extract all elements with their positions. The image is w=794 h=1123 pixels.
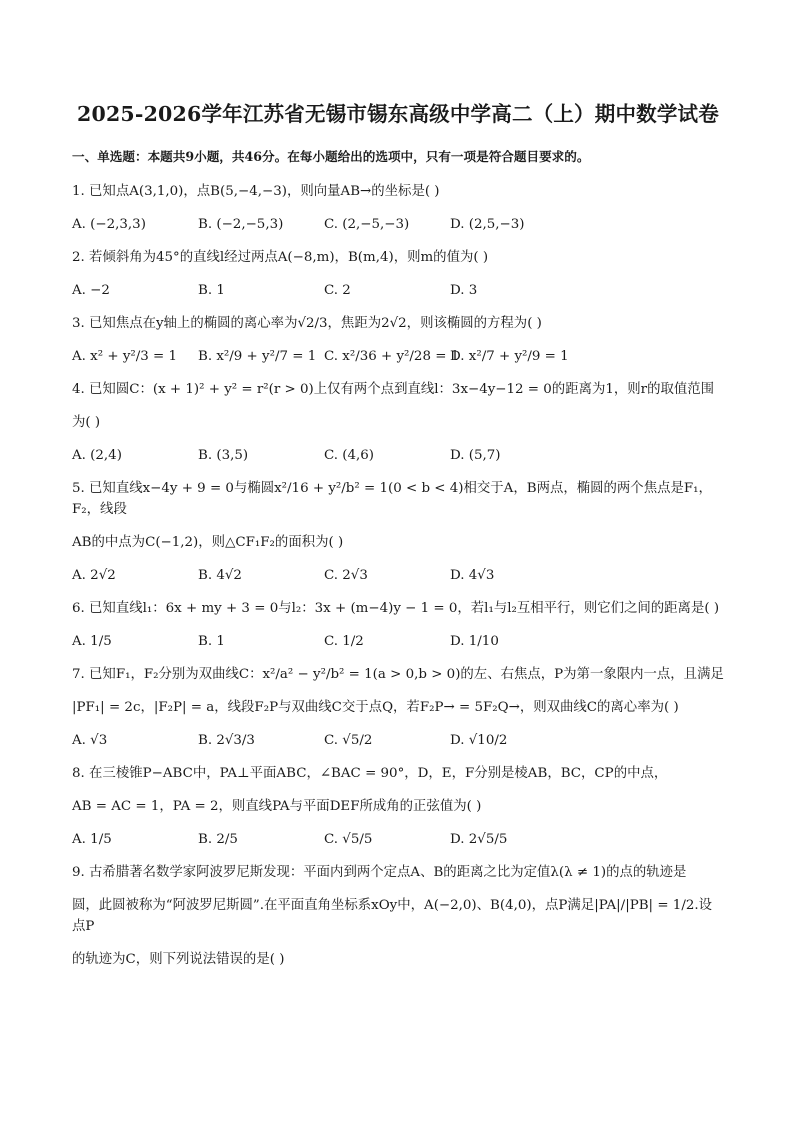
option-c: C. (2,−5,−3) xyxy=(324,217,410,232)
option-b: B. 2√3/3 xyxy=(198,733,255,748)
option-b: B. (3,5) xyxy=(198,448,249,463)
option-a: A. (2,4) xyxy=(72,448,122,463)
options-row xyxy=(72,730,724,751)
option-b: B. (−2,−5,3) xyxy=(198,217,284,232)
option-d: D. (5,7) xyxy=(450,448,501,463)
question-2 xyxy=(72,247,724,301)
stem-line-1: 8. 在三棱锥P−ABC中，PA⊥平面ABC，∠BAC = 90°，D，E，F分别是棱AB，BC，CP的中点， xyxy=(72,766,668,781)
option-a: A. 2√2 xyxy=(72,568,116,583)
page-title: 2025-2026学年江苏省无锡市锡东高级中学高二（上）期中数学试卷 xyxy=(77,102,719,126)
question-3 xyxy=(72,313,724,367)
options-row xyxy=(72,214,724,235)
options-row xyxy=(72,565,724,586)
option-d: D. 4√3 xyxy=(450,568,495,583)
section-heading: 一、单选题：本题共9小题，共46分。在每小题给出的选项中，只有一项是符合题目要求的。 xyxy=(72,149,590,164)
stem-line-3: 的轨迹为C，则下列说法错误的是( ) xyxy=(72,952,285,967)
option-a: A. 1/5 xyxy=(72,634,112,649)
question-stem xyxy=(72,379,724,433)
option-d: D. x²/7 + y²/9 = 1 xyxy=(450,349,569,364)
question-4 xyxy=(72,379,724,466)
option-c: C. (4,6) xyxy=(324,448,375,463)
options-row xyxy=(72,445,724,466)
option-d: D. (2,5,−3) xyxy=(450,217,525,232)
question-6 xyxy=(72,598,724,652)
stem-line-2: |PF₁| = 2c，|F₂P| = a，线段F₂P与双曲线C交于点Q，若F₂P→ = 5F₂Q→，则双曲线C的离心率为( ) xyxy=(72,700,679,715)
option-b: B. 1 xyxy=(198,634,225,649)
question-stem xyxy=(72,478,724,553)
stem-line-2: 圆，此圆被称为“阿波罗尼斯圆”.在平面直角坐标系xOy中，A(−2,0)、B(4,0)，点P满足|PA|/|PB| = 1/2.设点P xyxy=(72,898,712,934)
option-d: D. 1/10 xyxy=(450,634,499,649)
option-b: B. x²/9 + y²/7 = 1 xyxy=(198,349,317,364)
question-stem: 6. 已知直线l₁：6x + my + 3 = 0与l₂：3x + (m−4)y − 1 = 0，若l₁与l₂互相平行，则它们之间的距离是( ) xyxy=(72,601,720,616)
option-d: D. 2√5/5 xyxy=(450,832,508,847)
question-7 xyxy=(72,664,724,751)
question-stem: 1. 已知点A(3,1,0)，点B(5,−4,−3)，则向量AB→的坐标是( ) xyxy=(72,184,440,199)
stem-line-2: AB = AC = 1，PA = 2，则直线PA与平面DEF所成角的正弦值为( ) xyxy=(72,799,482,814)
stem-line-1: 7. 已知F₁，F₂分别为双曲线C：x²/a² − y²/b² = 1(a > 0,b > 0)的左、右焦点，P为第一象限内一点，且满足 xyxy=(72,667,724,682)
option-a: A. x² + y²/3 = 1 xyxy=(72,349,178,364)
question-stem xyxy=(72,763,724,817)
question-stem: 3. 已知焦点在y轴上的椭圆的离心率为√2/3，焦距为2√2，则该椭圆的方程为( ) xyxy=(72,316,542,331)
stem-line-1: 4. 已知圆C：(x + 1)² + y² = r²(r > 0)上仅有两个点到直线l：3x−4y−12 = 0的距离为1，则r的取值范围 xyxy=(72,382,715,397)
option-b: B. 2/5 xyxy=(198,832,238,847)
option-c: C. 2 xyxy=(324,283,351,298)
options-row xyxy=(72,631,724,652)
options-row xyxy=(72,280,724,301)
option-a: A. (−2,3,3) xyxy=(72,217,146,232)
option-c: C. 2√3 xyxy=(324,568,368,583)
question-1 xyxy=(72,181,724,235)
question-8 xyxy=(72,763,724,850)
stem-line-1: 9. 古希腊著名数学家阿波罗尼斯发现：平面内到两个定点A、B的距离之比为定值λ(λ ≠ 1)的点的轨迹是 xyxy=(72,865,687,880)
question-stem: 2. 若倾斜角为45°的直线l经过两点A(−8,m)，B(m,4)，则m的值为( ) xyxy=(72,250,489,265)
option-c: C. x²/36 + y²/28 = 1 xyxy=(324,349,460,364)
question-5 xyxy=(72,478,724,586)
option-d: D. 3 xyxy=(450,283,478,298)
option-b: B. 4√2 xyxy=(198,568,242,583)
option-a: A. 1/5 xyxy=(72,832,112,847)
option-a: A. −2 xyxy=(72,283,110,298)
options-row xyxy=(72,829,724,850)
option-c: C. √5/5 xyxy=(324,832,373,847)
question-stem xyxy=(72,862,724,970)
stem-line-2: 为( ) xyxy=(72,415,101,430)
question-stem xyxy=(72,664,724,718)
option-a: A. √3 xyxy=(72,733,108,748)
stem-line-2: AB的中点为C(−1,2)，则△CF₁F₂的面积为( ) xyxy=(72,535,344,550)
option-d: D. √10/2 xyxy=(450,733,508,748)
option-c: C. √5/2 xyxy=(324,733,373,748)
options-row xyxy=(72,346,724,367)
stem-line-1: 5. 已知直线x−4y + 9 = 0与椭圆x²/16 + y²/b² = 1(0 < b < 4)相交于A，B两点，椭圆的两个焦点是F₁，F₂，线段 xyxy=(72,481,712,517)
question-9 xyxy=(72,862,724,970)
option-b: B. 1 xyxy=(198,283,225,298)
option-c: C. 1/2 xyxy=(324,634,364,649)
